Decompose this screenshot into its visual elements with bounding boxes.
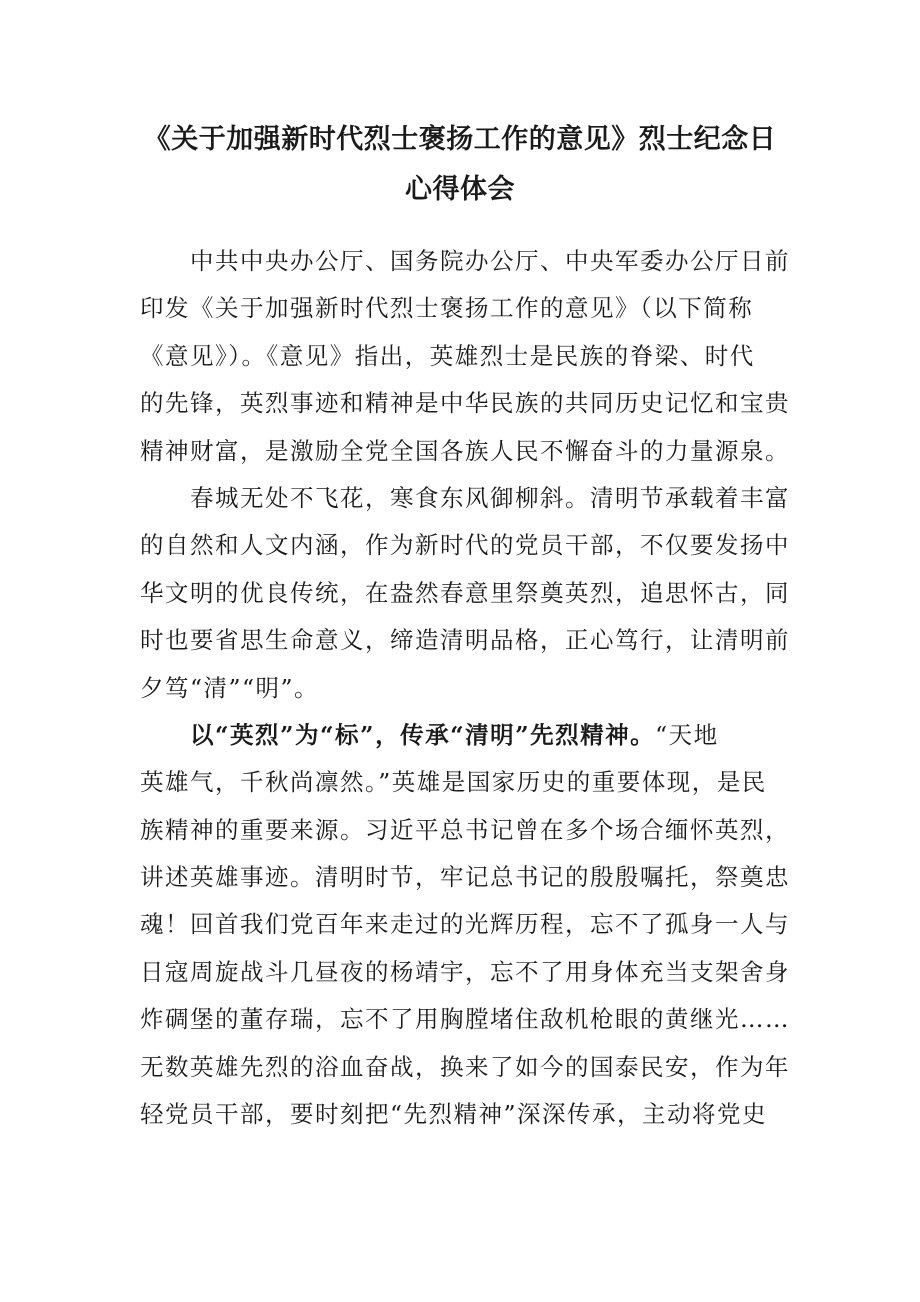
document-title-line-1: 《关于加强新时代烈士褒扬工作的意见》烈士纪念日 — [143, 124, 777, 155]
paragraph-3-line-7: 炸碉堡的董存瑞，忘不了用胸膛堵住敌机枪眼的黄继光…… — [140, 1005, 790, 1034]
paragraph-3-line-8: 无数英雄先烈的浴血奋战，换来了如今的国泰民安，作为年 — [140, 1052, 790, 1081]
paragraph-3-line-5: 魂！回首我们党百年来走过的光辉历程，忘不了孤身一人与 — [140, 910, 790, 939]
paragraph-2-line-2: 的自然和人文内涵，作为新时代的党员干部，不仅要发扬中 — [140, 531, 790, 560]
paragraph-3-line-6: 日寇周旋战斗几昼夜的杨靖宇，忘不了用身体充当支架舍身 — [140, 957, 790, 986]
paragraph-2-line-5: 夕笃“清”“明”。 — [140, 673, 320, 702]
paragraph-3-line-4: 讲述英雄事迹。清明时节，牢记总书记的殷殷嘱托，祭奠忠 — [140, 863, 790, 892]
paragraph-1-line-3: 《意见》）。《意见》指出，英雄烈士是民族的脊梁、时代 — [140, 341, 755, 370]
paragraph-3-line-2: 英雄气，千秋尚凛然。”英雄是国家历史的重要体现，是民 — [140, 768, 767, 797]
document-body — [140, 238, 790, 1138]
document-title-line-2: 心得体会 — [405, 174, 515, 205]
paragraph-1-line-5: 精神财富，是激励全党全国各族人民不懈奋斗的力量源泉。 — [140, 436, 790, 465]
paragraph-1-line-4: 的先锋，英烈事迹和精神是中华民族的共同历史记忆和宝贵 — [140, 389, 790, 418]
paragraph-3-lead-rest: “天地 — [655, 720, 719, 749]
paragraph-1-line-1: 中共中央办公厅、国务院办公厅、中央军委办公厅日前 — [190, 247, 790, 275]
paragraph-3-lead-heading: 以“英烈”为“标”，传承“清明”先烈精神。 — [190, 720, 656, 749]
paragraph-3-line-9: 轻党员干部，要时刻把“先烈精神”深深传承，主动将党史 — [140, 1100, 768, 1129]
paragraph-2-line-3: 华文明的优良传统，在盎然春意里祭奠英烈，追思怀古，同 — [140, 578, 790, 607]
paragraph-3-line-3: 族精神的重要来源。习近平总书记曾在多个场合缅怀英烈， — [140, 815, 790, 844]
paragraph-3-line-1 — [140, 712, 780, 759]
paragraph-2-line-4: 时也要省思生命意义，缔造清明品格，正心笃行，让清明前 — [140, 626, 790, 655]
paragraph-1-line-2: 印发《关于加强新时代烈士褒扬工作的意见》（以下简称 — [140, 294, 754, 323]
paragraph-2-line-1: 春城无处不飞花，寒食东风御柳斜。清明节承载着丰富 — [190, 483, 790, 512]
